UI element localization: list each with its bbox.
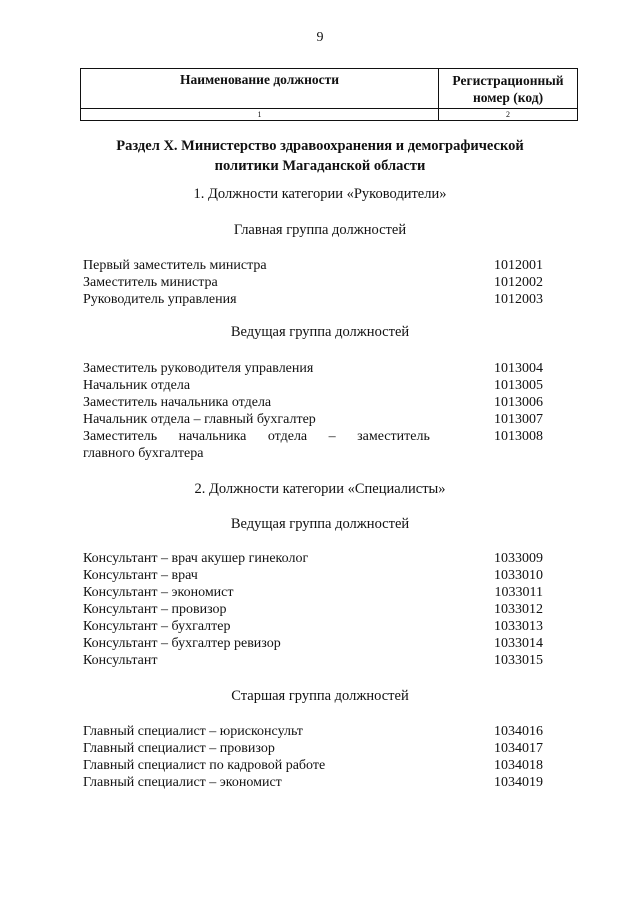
position-code: 1033012 <box>494 602 543 617</box>
category-heading-specialists: 2. Должности категории «Специалисты» <box>194 481 446 497</box>
list-item <box>83 635 543 652</box>
position-code: 1033009 <box>494 551 543 566</box>
position-code: 1034019 <box>494 775 543 790</box>
position-code: 1013004 <box>494 361 543 376</box>
column-number-2: 2 <box>439 109 578 121</box>
list-item <box>83 740 543 757</box>
list-item <box>83 584 543 601</box>
position-name: Заместитель министра <box>83 275 218 290</box>
position-code: 1034016 <box>494 724 543 739</box>
position-code: 1034017 <box>494 741 543 756</box>
position-name-multiline <box>83 428 443 462</box>
section-title-line1: Раздел X. Министерство здравоохранения и демографической <box>116 138 524 154</box>
position-code: 1012003 <box>494 292 543 307</box>
column-number-1: 1 <box>81 109 439 121</box>
section-title-line2: политики Магаданской области <box>214 158 426 174</box>
position-code: 1033013 <box>494 619 543 634</box>
column-header-code-line2: номер (код) <box>472 90 544 105</box>
list-item <box>83 360 543 377</box>
position-name: Консультант <box>83 653 158 668</box>
position-name: Заместитель руководителя управления <box>83 361 314 376</box>
list-item <box>83 394 543 411</box>
position-name: Консультант – экономист <box>83 585 234 600</box>
position-code: 1033011 <box>494 585 543 600</box>
list-item <box>83 567 543 584</box>
list-item <box>83 291 543 308</box>
position-name: Главный специалист – юрисконсульт <box>83 724 303 739</box>
list-item <box>83 257 543 274</box>
group-heading-leading: Ведущая группа должностей <box>230 324 410 340</box>
category-heading-managers: 1. Должности категории «Руководители» <box>193 186 447 202</box>
position-name: Консультант – бухгалтер <box>83 619 231 634</box>
position-list-leading-specialists <box>83 550 543 669</box>
position-list-main-managers <box>83 257 543 308</box>
group-heading-main: Главная группа должностей <box>233 222 407 238</box>
position-code: 1013008 <box>494 429 543 444</box>
position-code: 1012001 <box>494 258 543 273</box>
position-name: Главный специалист – провизор <box>83 741 275 756</box>
position-name: Главный специалист по кадровой работе <box>83 758 326 773</box>
column-header-code <box>439 69 578 109</box>
list-item <box>83 723 543 740</box>
position-name: Начальник отдела <box>83 378 191 393</box>
position-name-line2: главного бухгалтера <box>83 446 204 461</box>
position-code: 1033014 <box>494 636 543 651</box>
list-item <box>83 550 543 567</box>
position-list-senior-specialists <box>83 723 543 791</box>
list-item <box>83 618 543 635</box>
column-header-name: Наименование должности <box>81 69 439 109</box>
position-name: Первый заместитель министра <box>83 258 267 273</box>
position-name-line1: Заместитель начальника отдела – заместитель <box>83 429 430 444</box>
position-code: 1013007 <box>494 412 543 427</box>
position-code: 1033010 <box>494 568 543 583</box>
list-item <box>83 377 543 394</box>
position-name: Консультант – бухгалтер ревизор <box>83 636 281 651</box>
position-code: 1012002 <box>494 275 543 290</box>
list-item <box>83 757 543 774</box>
list-item <box>83 428 543 462</box>
list-item <box>83 774 543 791</box>
page-number: 9 <box>316 30 324 45</box>
position-code: 1013005 <box>494 378 543 393</box>
list-item <box>83 274 543 291</box>
position-name: Консультант – врач <box>83 568 198 583</box>
list-item <box>83 652 543 669</box>
position-name: Главный специалист – экономист <box>83 775 282 790</box>
position-code: 1034018 <box>494 758 543 773</box>
position-name: Начальник отдела – главный бухгалтер <box>83 412 316 427</box>
list-item <box>83 411 543 428</box>
position-code: 1033015 <box>494 653 543 668</box>
position-name: Консультант – врач акушер гинеколог <box>83 551 309 566</box>
group-heading-senior: Старшая группа должностей <box>231 688 409 704</box>
header-table <box>80 68 578 121</box>
list-item <box>83 601 543 618</box>
section-title <box>0 136 640 176</box>
group-heading-leading-specialists: Ведущая группа должностей <box>230 516 410 532</box>
position-name: Консультант – провизор <box>83 602 227 617</box>
position-code: 1013006 <box>494 395 543 410</box>
column-header-code-line1: Регистрационный <box>452 73 564 88</box>
position-list-leading-managers <box>83 360 543 462</box>
position-name: Руководитель управления <box>83 292 237 307</box>
position-name: Заместитель начальника отдела <box>83 395 272 410</box>
